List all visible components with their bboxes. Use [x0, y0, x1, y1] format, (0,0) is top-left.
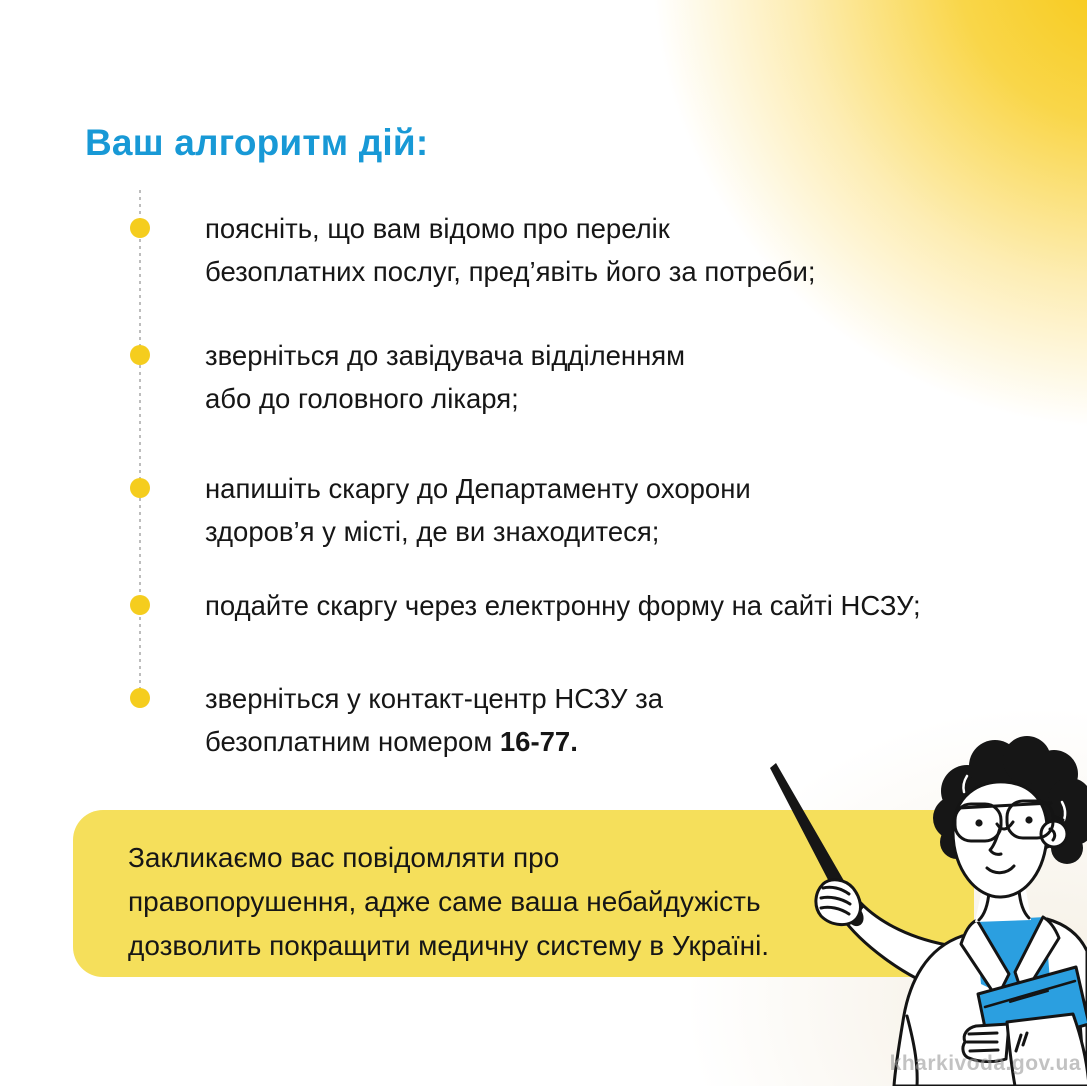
bullet-item — [130, 207, 1087, 293]
page-title: Ваш алгоритм дій: — [85, 122, 429, 163]
bullet-text: або до головного лікаря; — [205, 383, 519, 414]
bullet-item — [130, 334, 1087, 420]
bullet-dot-icon — [130, 478, 150, 498]
doctor-illustration — [757, 736, 1087, 1086]
bullet-text: безоплатних послуг, пред’явіть його за потреби; — [205, 256, 816, 287]
eye — [975, 819, 982, 826]
bullet-item — [130, 584, 1087, 627]
pointer-hand — [816, 880, 861, 925]
callout-text: дозволить покращити медичну систему в Україні. — [128, 930, 770, 961]
bullet-item — [130, 467, 1087, 553]
bullet-text: напишіть скаргу до Департаменту охорони — [205, 473, 751, 504]
bullet-text: зверніться у контакт-центр НСЗУ за — [205, 683, 664, 714]
bullet-dot-icon — [130, 595, 150, 615]
bullet-text: безоплатним номером 16-77. — [205, 726, 578, 757]
callout-text: Закликаємо вас повідомляти про — [128, 842, 560, 873]
callout-text: правопорушення, адже саме ваша небайдужість — [128, 886, 761, 917]
bullet-dot-icon — [130, 218, 150, 238]
bullet-text: поясніть, що вам відомо про перелік — [205, 213, 670, 244]
eye — [1025, 816, 1032, 823]
bullet-dot-icon — [130, 688, 150, 708]
watermark: kharkivoda.gov.ua — [889, 1052, 1081, 1075]
bullet-text: здоров’я у місті, де ви знаходитеся; — [205, 516, 660, 547]
bullet-dot-icon — [130, 345, 150, 365]
phone-number: 16-77. — [499, 726, 578, 757]
bullet-text: зверніться до завідувача відділенням — [205, 340, 686, 371]
bullet-text: подайте скаргу через електронну форму на сайті НСЗУ; — [205, 590, 921, 621]
